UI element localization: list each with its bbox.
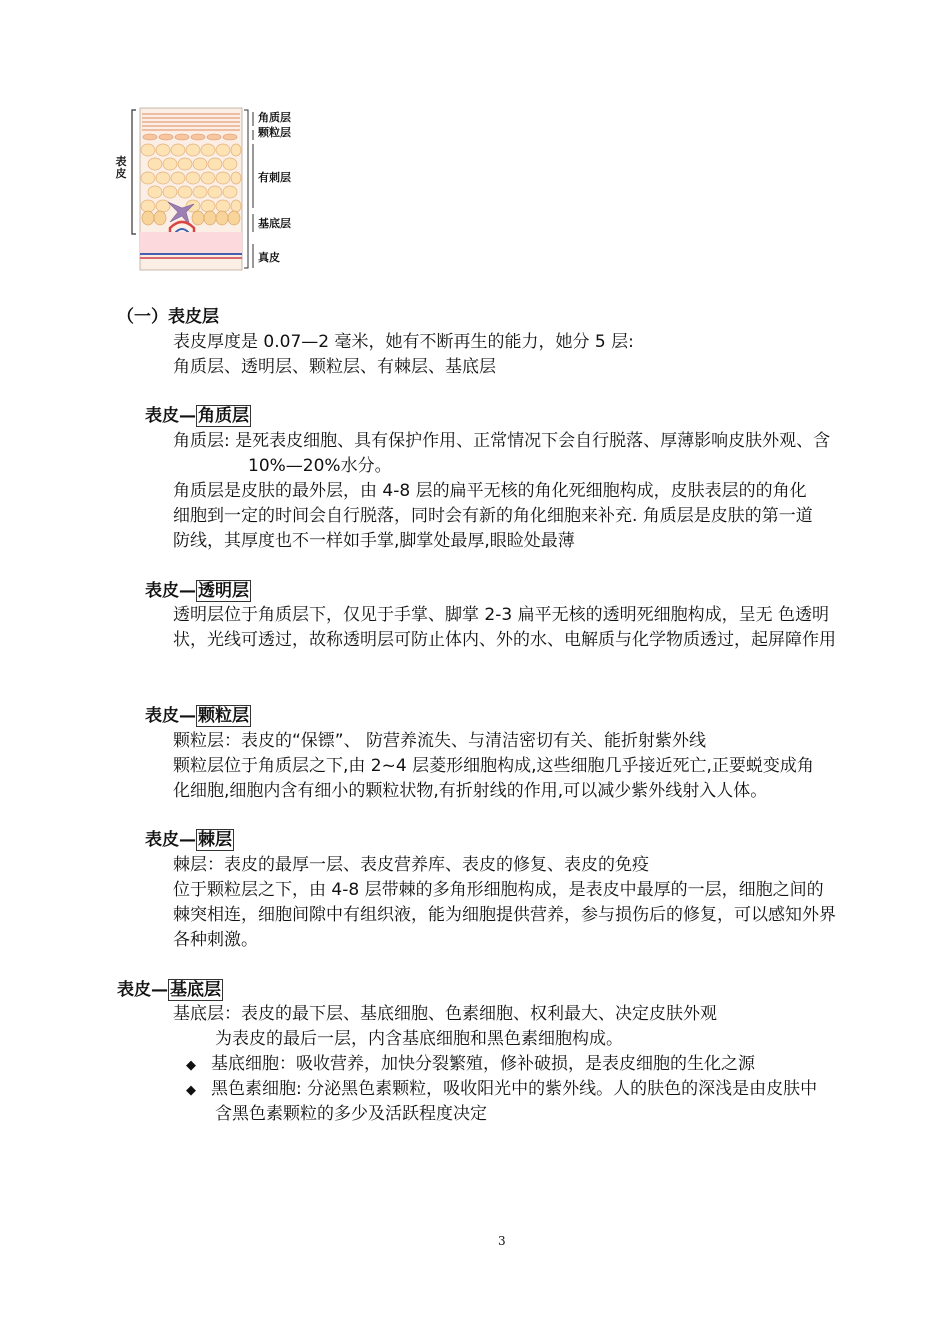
subheading-boxed-term: 透明层 <box>198 581 249 601</box>
subheading-prefix: 表皮— <box>145 581 196 601</box>
diagram-label-dermis: 真皮 <box>258 251 280 264</box>
paragraph-line: 棘层：表皮的最厚一层、表皮营养库、表皮的修复、表皮的免疫 <box>173 855 649 875</box>
subheading-boxed-term: 棘层 <box>198 830 232 850</box>
subheading-boxed-term: 颗粒层 <box>198 706 249 726</box>
section-intro-line-2: 角质层、透明层、颗粒层、有棘层、基底层 <box>173 357 496 377</box>
subheading-spinous <box>145 828 234 852</box>
paragraph-line: 为表皮的最后一层，内含基底细胞和黑色素细胞构成。 <box>215 1029 623 1049</box>
section-intro-line-1: 表皮厚度是 0.07—2 毫米，她有不断再生的能力，她分 5 层: <box>173 332 634 352</box>
paragraph-line: 透明层位于角质层下，仅见于手掌、脚掌 2-3 扁平无核的透明死细胞构成，呈无 色透明 <box>173 605 829 625</box>
subheading-prefix: 表皮— <box>145 706 196 726</box>
bullet-continuation: 含黑色素颗粒的多少及活跃程度决定 <box>215 1104 487 1124</box>
subheading-corneum <box>145 404 251 428</box>
diagram-label-spinous: 有刺层 <box>258 171 291 184</box>
subheading-prefix: 表皮— <box>145 406 196 426</box>
subheading-boxed-term: 基底层 <box>170 980 221 1000</box>
diagram-label-basal: 基底层 <box>258 217 291 230</box>
diagram-label-epidermis: 表皮 <box>115 155 127 180</box>
bullet-item <box>186 1077 817 1103</box>
paragraph-line: 棘突相连，细胞间隙中有组织液，能为细胞提供营养，参与损伤后的修复，可以感知外界 <box>173 905 836 925</box>
paragraph-line: 基底层：表皮的最下层、基底细胞、色素细胞、权利最大、决定皮肤外观 <box>173 1004 717 1024</box>
paragraph-line: 10%—20%水分。 <box>248 456 392 476</box>
paragraph-line: 角质层: 是死表皮细胞、具有保护作用、正常情况下会自行脱落、厚薄影响皮肤外观、含 <box>173 431 831 451</box>
paragraph-line: 颗粒层位于角质层之下,由 2~4 层菱形细胞构成,这些细胞几乎接近死亡,正要蜕变成角 <box>173 756 814 776</box>
paragraph-line: 防线，其厚度也不一样如手掌,脚掌处最厚,眼睑处最薄 <box>173 531 575 551</box>
skin-diagram <box>112 104 302 274</box>
section-heading: （一）表皮层 <box>117 307 219 327</box>
subheading-prefix: 表皮— <box>117 980 168 1000</box>
diamond-bullet-icon: ◆ <box>186 1058 196 1073</box>
diamond-bullet-icon: ◆ <box>186 1083 196 1098</box>
diagram-label-corneum: 角质层 <box>258 111 291 124</box>
subheading-boxed-term: 角质层 <box>198 406 249 426</box>
paragraph-line: 状，光线可透过，故称透明层可防止体内、外的水、电解质与化学物质透过，起屏障作用 <box>173 630 836 650</box>
subheading-lucidum <box>145 579 251 603</box>
paragraph-line: 细胞到一定的时间会自行脱落，同时会有新的角化细胞来补充. 角质层是皮肤的第一道 <box>173 506 813 526</box>
bullet-text: 基底细胞：吸收营养，加快分裂繁殖，修补破损，是表皮细胞的生化之源 <box>211 1054 755 1074</box>
bullet-text: 黑色素细胞: 分泌黑色素颗粒，吸收阳光中的紫外线。人的肤色的深浅是由皮肤中 <box>211 1079 818 1099</box>
paragraph-line: 化细胞,细胞内含有细小的颗粒状物,有折射线的作用,可以减少紫外线射入人体。 <box>173 781 768 801</box>
diagram-label-granular: 颗粒层 <box>258 126 291 139</box>
paragraph-line: 位于颗粒层之下，由 4-8 层带棘的多角形细胞构成，是表皮中最厚的一层，细胞之间的 <box>173 880 824 900</box>
paragraph-line: 颗粒层：表皮的“保镖”、 防营养流失、与清洁密切有关、能折射紫外线 <box>173 731 707 751</box>
subheading-granular <box>145 704 251 728</box>
subheading-basal <box>117 978 223 1002</box>
paragraph-line: 角质层是皮肤的最外层，由 4-8 层的扁平无核的角化死细胞构成，皮肤表层的的角化 <box>173 481 807 501</box>
bullet-item <box>186 1052 755 1078</box>
paragraph-line: 各种刺激。 <box>173 930 258 950</box>
page-number: 3 <box>498 1234 506 1248</box>
subheading-prefix: 表皮— <box>145 830 196 850</box>
